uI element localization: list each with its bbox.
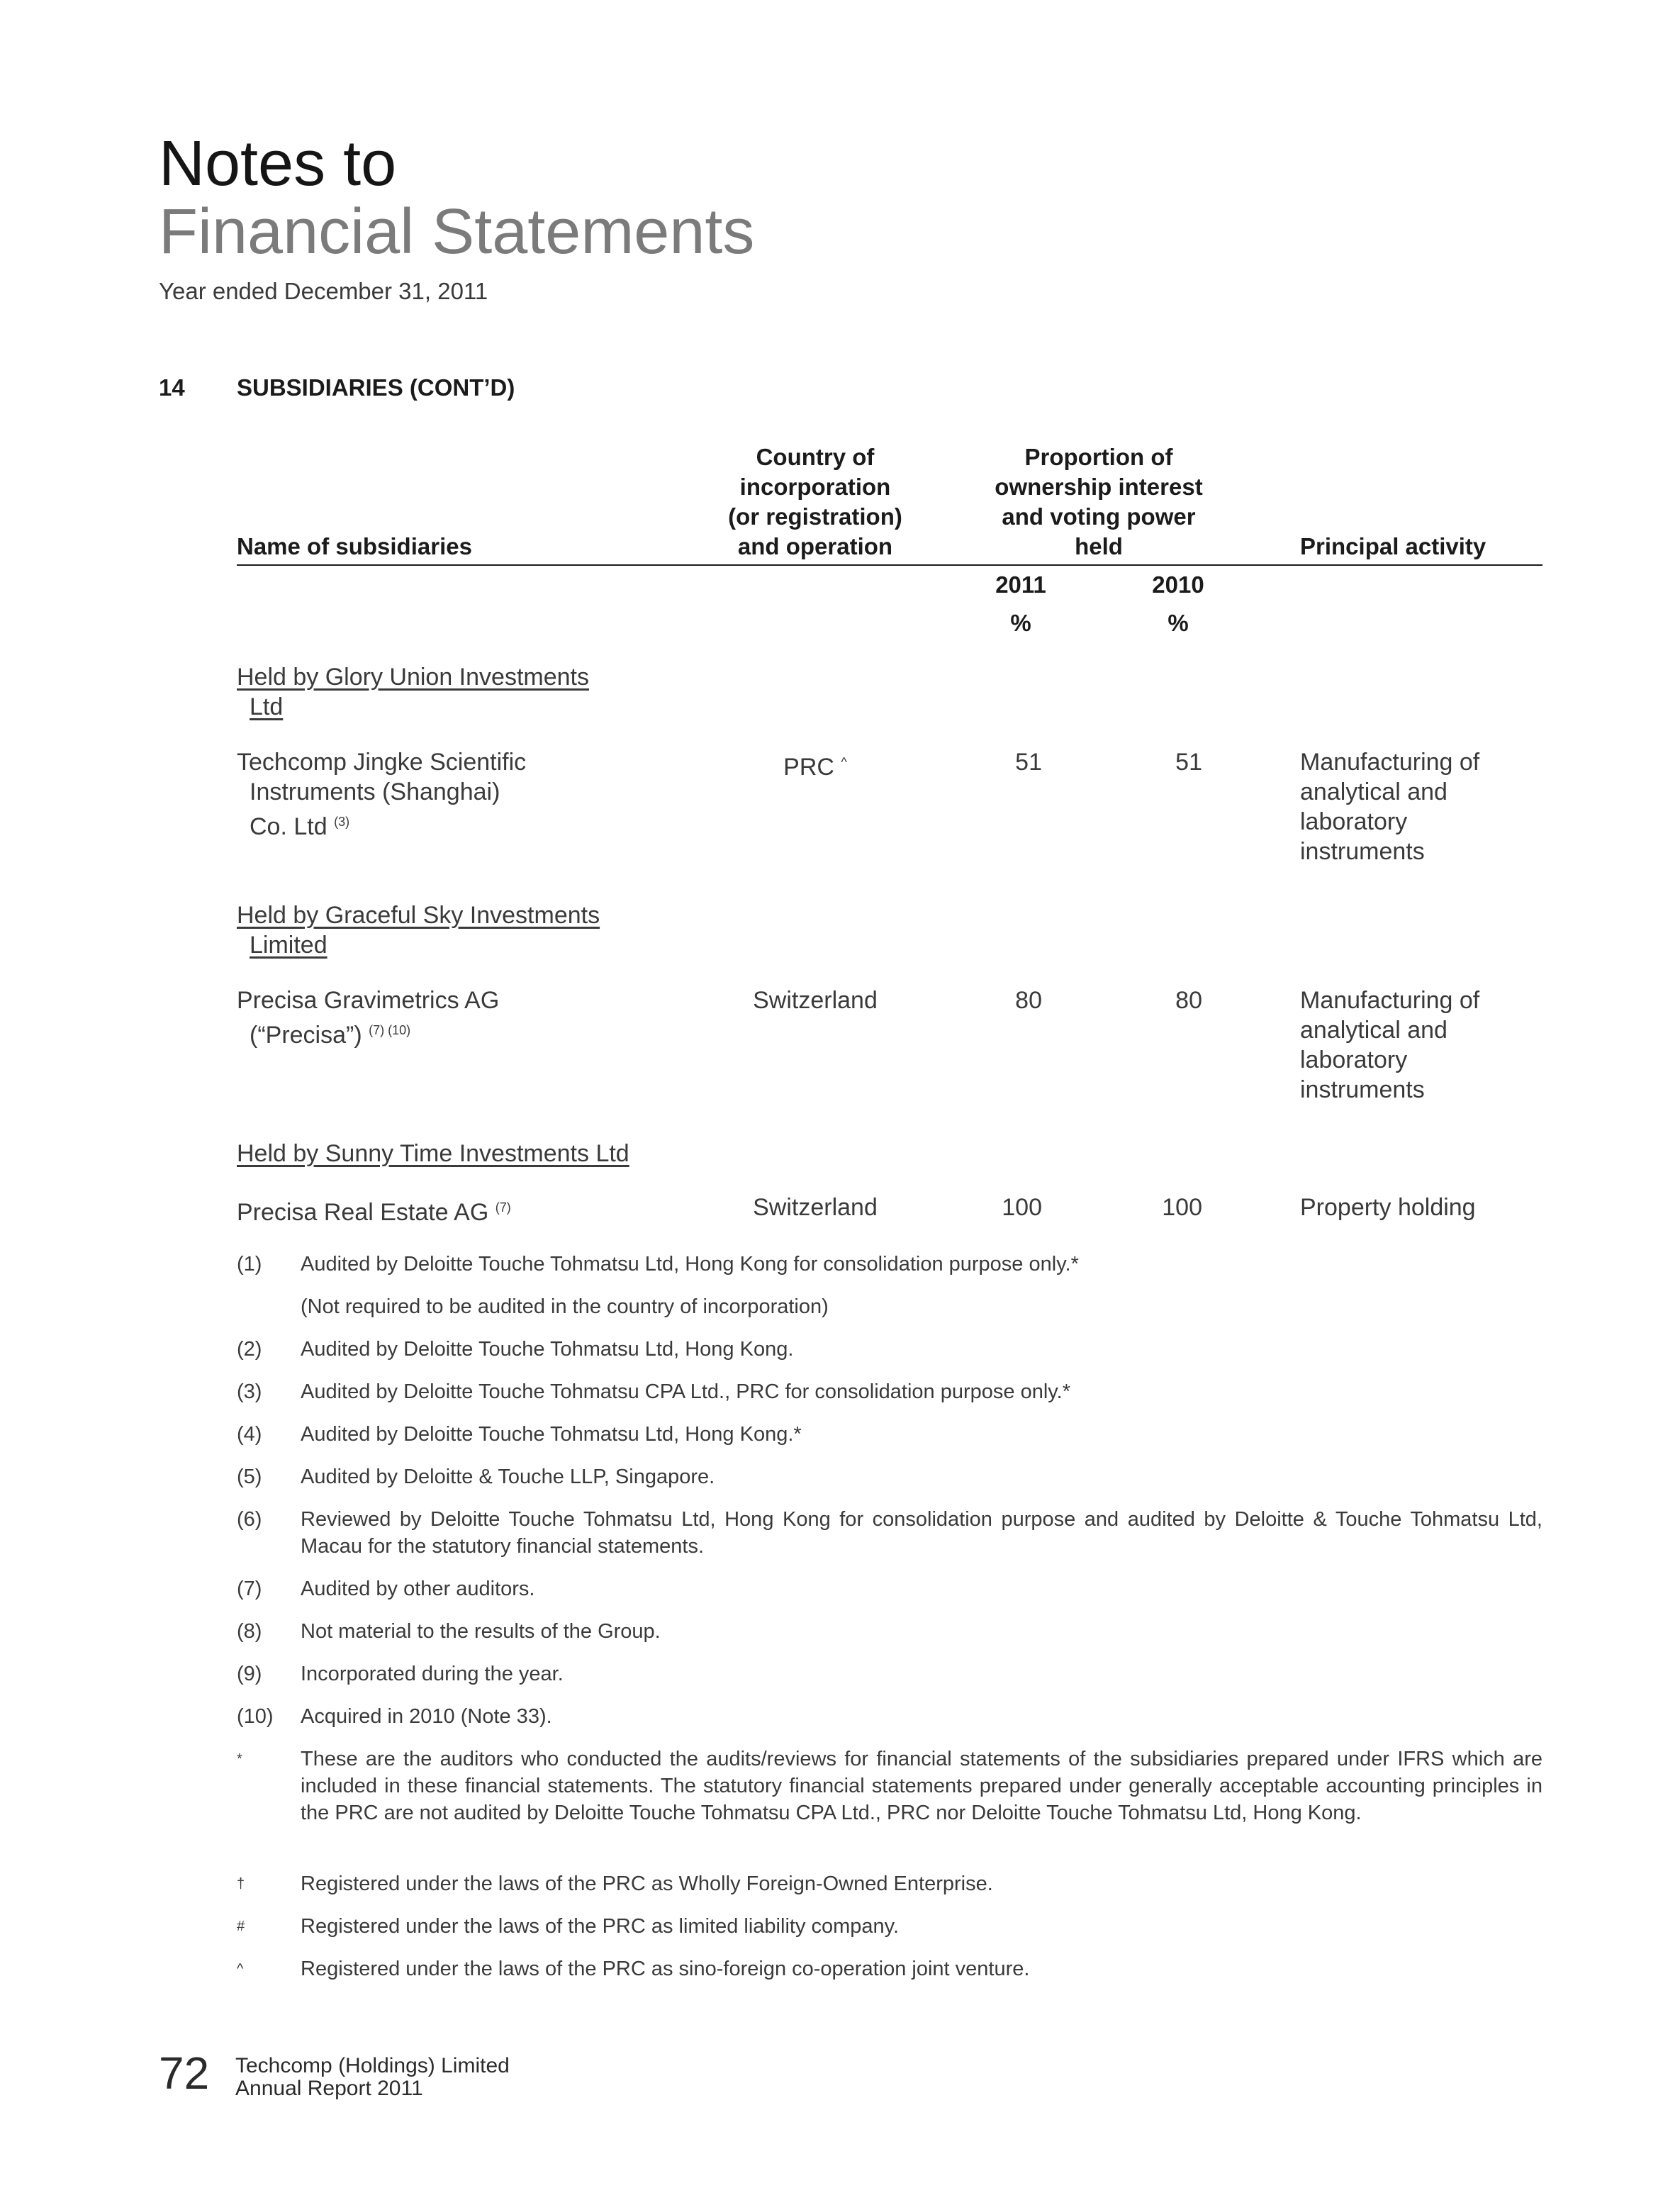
group-heading-line: Held by Graceful Sky Investments [237,902,600,929]
header-rule [237,564,1542,566]
footer-text [235,2055,510,2100]
activity-line: laboratory [1300,1046,1408,1073]
activity-line: Manufacturing of [1300,749,1480,776]
ownership-2011: 80 [1015,987,1042,1014]
col-header-country-line: and operation [737,533,893,559]
activity-line: laboratory [1300,808,1408,835]
note-text: Registered under the laws of the PRC as Wholly Foreign-Owned Enterprise. [301,1872,993,1895]
note-symbol: * [237,1751,242,1767]
section-number: 14 [159,374,185,401]
footnote-ref: (7) (10) [369,1023,411,1037]
principal-activity [1300,747,1479,866]
ownership-2011: 51 [1015,749,1042,776]
note-text: (Not required to be audited in the country of incorporation) [301,1295,829,1318]
col-unit-2010: % [1167,610,1189,636]
footer-report: Annual Report 2011 [235,2077,423,2100]
col-header-proportion-line: held [1075,533,1123,559]
country-value: Switzerland [753,987,878,1014]
note-key: (2) [237,1338,262,1361]
note-key: (10) [237,1705,274,1728]
activity-line: instruments [1300,838,1425,865]
col-unit-2011: % [1010,610,1031,636]
note-key: (7) [237,1578,262,1600]
group-heading [237,1139,629,1168]
col-header-2011: 2011 [995,571,1046,598]
ownership-2011: 100 [1002,1194,1042,1221]
col-header-2010: 2010 [1152,571,1204,598]
subsidiary-name [237,747,526,842]
ownership-2010: 51 [1175,749,1202,776]
note-text: Audited by Deloitte Touche Tohmatsu Ltd, Hong Kong. [301,1338,794,1361]
note-text: Audited by Deloitte Touche Tohmatsu CPA Ltd., PRC for consolidation purpose only.* [301,1380,1070,1403]
note-text: Audited by Deloitte Touche Tohmatsu Ltd, Hong Kong.* [301,1423,802,1446]
subsidiary-name-line: Co. Ltd [250,813,327,840]
col-header-proportion-line: ownership interest [995,474,1203,500]
note-key [237,1746,242,1776]
activity-line: instruments [1300,1076,1425,1103]
note-text: Registered under the laws of the PRC as sino-foreign co-operation joint venture. [301,1958,1030,1980]
page-title-line2: Financial Statements [159,196,755,267]
principal-activity [1300,986,1479,1105]
note-key [237,1913,245,1943]
footer-company: Techcomp (Holdings) Limited [235,2054,510,2077]
principal-activity [1300,1193,1476,1222]
note-text: These are the auditors who conducted the audits/reviews for financial statements of the subsidiaries prepared under IFRS which are included in these financial statements. The statutory financial statements prepared under generally acceptable accounting principles in the PRC are not audited by Deloitte Touche Tohmatsu CPA Ltd., PRC nor Deloitte Touche Tohmatsu Ltd, Hong Kong. [301,1748,1542,1824]
note-key: (8) [237,1620,262,1643]
col-header-proportion-line: Proportion of [1024,444,1173,470]
country-value: Switzerland [753,1194,878,1221]
activity-line: analytical and [1300,1017,1447,1044]
subsidiary-name-line: Precisa Gravimetrics AG [237,987,500,1014]
col-header-country-line: (or registration) [728,503,902,530]
note-text: Audited by Deloitte Touche Tohmatsu Ltd, Hong Kong for consolidation purpose only.* [301,1253,1079,1276]
footnote-ref: (3) [334,815,350,829]
subsidiary-name [237,986,499,1050]
section-title: SUBSIDIARIES (CONT’D) [237,374,515,401]
page-title-line1: Notes to [159,128,397,199]
group-heading-line: Held by Sunny Time Investments Ltd [237,1140,629,1167]
subsidiary-name-line: Precisa Real Estate AG [237,1199,489,1226]
note-key: (3) [237,1380,262,1403]
activity-line: Manufacturing of [1300,987,1480,1014]
col-header-country [695,442,936,562]
note-text: Registered under the laws of the PRC as limited liability company. [301,1915,900,1938]
activity-line: analytical and [1300,778,1447,805]
page-subtitle: Year ended December 31, 2011 [159,278,488,304]
note-key: (6) [237,1508,262,1531]
note-text: Incorporated during the year. [301,1663,564,1685]
note-key [237,1955,243,1986]
note-text: Audited by other auditors. [301,1578,535,1600]
col-header-proportion [971,442,1226,562]
group-heading-line: Limited [250,932,327,959]
note-key [237,1870,245,1901]
note-text: Reviewed by Deloitte Touche Tohmatsu Ltd, Hong Kong for consolidation purpose and audited by Deloitte & Touche Tohmatsu Ltd, Macau for the statutory financial statements. [301,1508,1542,1558]
subsidiary-name-line: Instruments (Shanghai) [250,778,500,805]
col-header-country-line: Country of [756,444,875,470]
group-heading [237,662,589,722]
subsidiary-name-line: Techcomp Jingke Scientific [237,749,527,776]
note-text: Not material to the results of the Group. [301,1620,661,1643]
note-key: (4) [237,1423,262,1446]
registration-mark: ^ [841,755,847,769]
group-heading [237,900,600,960]
col-header-proportion-line: and voting power [1002,503,1196,530]
note-text: Audited by Deloitte & Touche LLP, Singapore. [301,1466,715,1488]
col-header-country-line: incorporation [739,474,891,500]
ownership-2010: 100 [1162,1194,1202,1221]
note-symbol: ^ [237,1961,244,1977]
note-key: (5) [237,1466,262,1488]
page-number: 72 [159,2048,210,2099]
col-header-name: Name of subsidiaries [237,533,472,559]
col-header-activity: Principal activity [1300,533,1486,559]
note-text: Acquired in 2010 (Note 33). [301,1705,552,1728]
country-value: PRC [783,754,834,781]
note-symbol: † [237,1876,245,1892]
country-cell [737,747,893,782]
activity-line: Property holding [1300,1194,1476,1221]
subsidiary-name [237,1193,511,1227]
footnote-ref: (7) [495,1200,511,1215]
note-symbol: # [237,1919,245,1934]
group-heading-line: Ltd [250,693,284,720]
note-key: (1) [237,1253,262,1276]
note-key: (9) [237,1663,262,1685]
group-heading-line: Held by Glory Union Investments [237,664,589,691]
ownership-2010: 80 [1175,987,1202,1014]
subsidiary-name-line: (“Precisa”) [250,1022,362,1049]
